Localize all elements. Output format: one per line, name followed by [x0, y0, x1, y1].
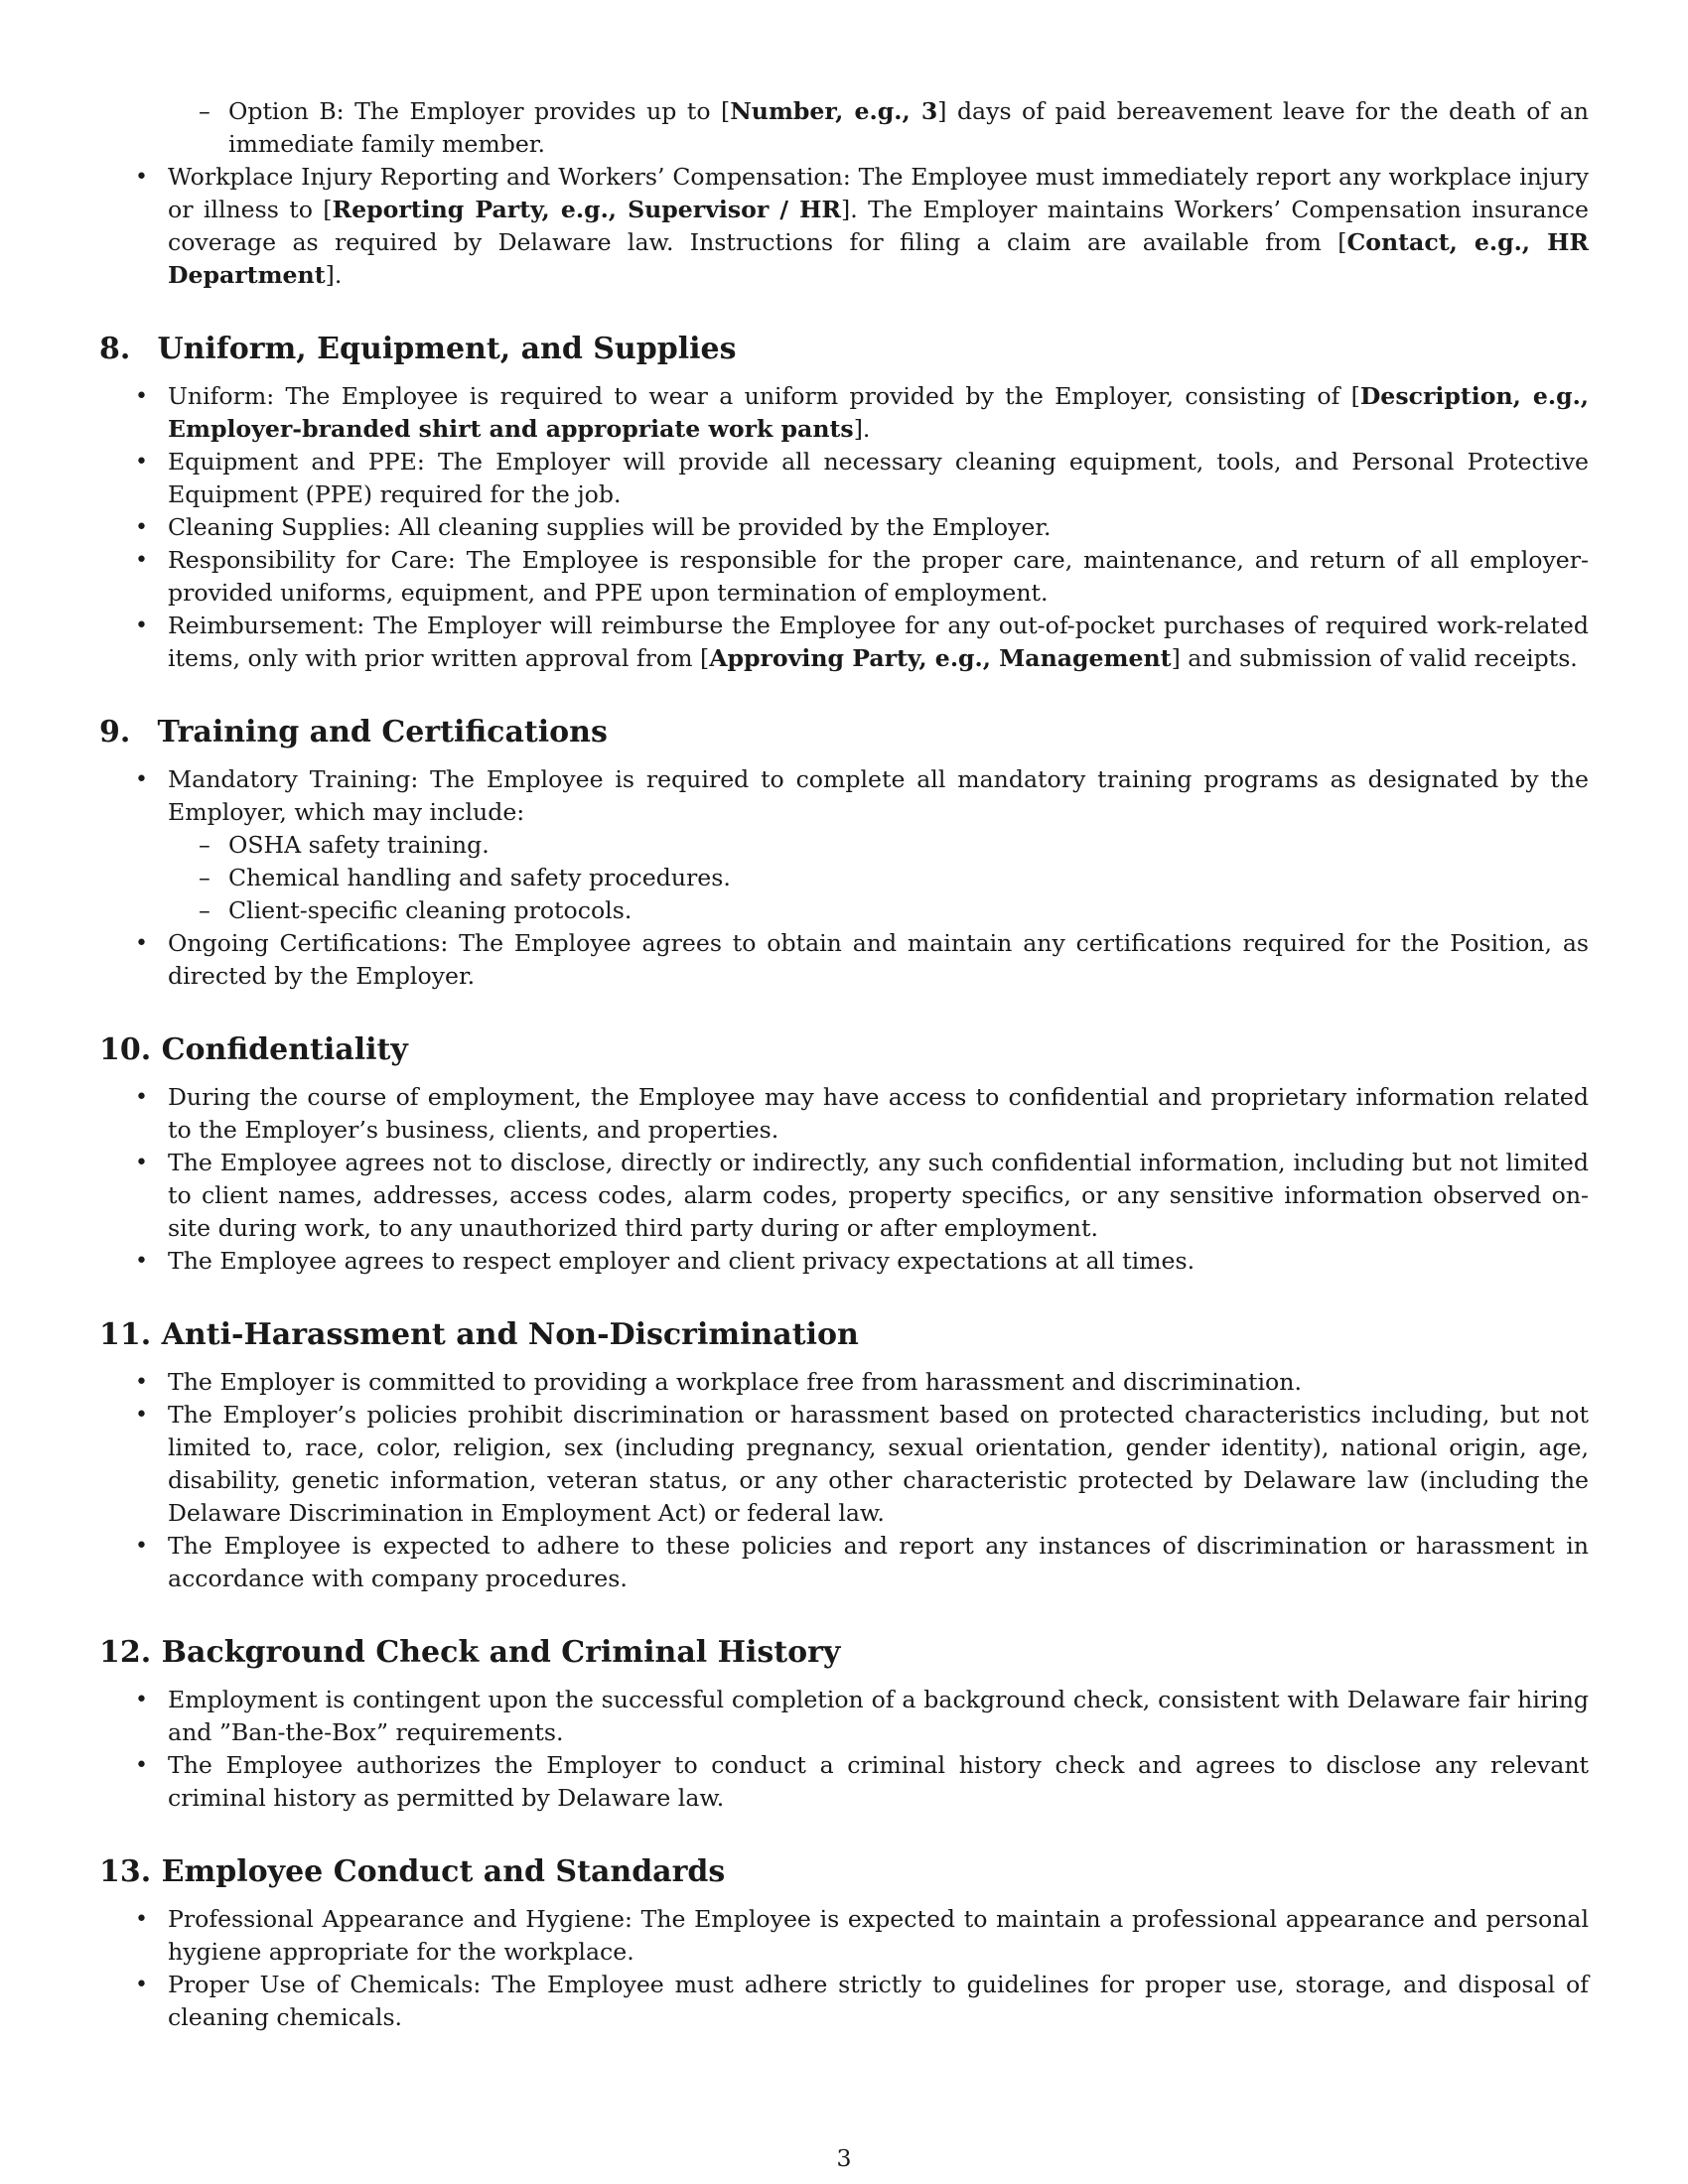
section-12-heading: 12. Background Check and Criminal History: [99, 1635, 841, 1670]
list-item: • Uniform: The Employee is required to wear a uniform provided by the Employer, consisting of [Description, e.g., Employer-branded shirt and appropriate work pants].: [99, 380, 1589, 446]
section-13-heading: 13. Employee Conduct and Standards: [99, 1854, 726, 1889]
page-number: 3: [836, 2144, 852, 2172]
section-13-list: [99, 1903, 1589, 2034]
sub-list-item: – OSHA safety training.: [99, 829, 1589, 862]
list-item: • Ongoing Certifications: The Employee agrees to obtain and maintain any certifications required for the Position, as directed by the Employer.: [99, 927, 1589, 993]
list-item: • Cleaning Supplies: All cleaning supplies will be provided by the Employer.: [99, 511, 1589, 544]
injury-item: • Workplace Injury Reporting and Workers’ Compensation: The Employee must immediately report any workplace injury or illness to [Reporting Party, e.g., Supervisor / HR]. The Employer maintains Workers’ Compensation insurance coverage as required by Delaware law. Instructions for filing a claim are available from [Contact, e.g., HR Department].: [99, 161, 1589, 292]
section-8-heading: 8. Uniform, Equipment, and Supplies: [99, 332, 737, 366]
section-10-list: [99, 1081, 1589, 1278]
section-11-heading: 11. Anti-Harassment and Non-Discrimination: [99, 1317, 859, 1352]
list-item: • The Employer is committed to providing a workplace free from harassment and discrimination.: [99, 1366, 1589, 1399]
list-item: • During the course of employment, the Employee may have access to confidential and proprietary information related to the Employer’s business, clients, and properties.: [99, 1081, 1589, 1147]
section-9-heading: 9. Training and Certifications: [99, 715, 608, 750]
list-item: • Professional Appearance and Hygiene: The Employee is expected to maintain a professional appearance and personal hygiene appropriate for the workplace.: [99, 1903, 1589, 1969]
list-item: • The Employee authorizes the Employer to conduct a criminal history check and agrees to disclose any relevant criminal history as permitted by Delaware law.: [99, 1749, 1589, 1815]
list-item: • Proper Use of Chemicals: The Employee must adhere strictly to guidelines for proper use, storage, and disposal of cleaning chemicals.: [99, 1969, 1589, 2034]
list-item: • Employment is contingent upon the successful completion of a background check, consistent with Delaware fair hiring and ”Ban-the-Box” requirements.: [99, 1684, 1589, 1749]
section-12-list: [99, 1684, 1589, 1815]
section-11-list: [99, 1366, 1589, 1595]
list-item: • Mandatory Training: The Employee is required to complete all mandatory training programs as designated by the Employer, which may include:: [99, 763, 1589, 829]
list-item: • The Employee is expected to adhere to these policies and report any instances of discrimination or harassment in accordance with company procedures.: [99, 1530, 1589, 1595]
list-item: • Responsibility for Care: The Employee is responsible for the proper care, maintenance, and return of all employer-provided uniforms, equipment, and PPE upon termination of employment.: [99, 544, 1589, 610]
section-8-list: [99, 380, 1589, 675]
list-item: • The Employer’s policies prohibit discrimination or harassment based on protected characteristics including, but not limited to, race, color, religion, sex (including pregnancy, sexual orientation, gender identity), national origin, age, disability, genetic information, veteran status, or any other characteristic protected by Delaware law (including the Delaware Discrimination in Employment Act) or federal law.: [99, 1399, 1589, 1530]
list-item: • The Employee agrees not to disclose, directly or indirectly, any such confidential information, including but not limited to client names, addresses, access codes, alarm codes, property specifics, or any sensitive information observed on-site during work, to any unauthorized third party during or after employment.: [99, 1147, 1589, 1245]
document-page: [99, 95, 1589, 2034]
section-9-list: [99, 763, 1589, 993]
sub-list-item: – Chemical handling and safety procedures.: [99, 862, 1589, 894]
section-10-heading: 10. Confidentiality: [99, 1032, 408, 1067]
list-item: • Equipment and PPE: The Employer will provide all necessary cleaning equipment, tools, and Personal Protective Equipment (PPE) required for the job.: [99, 446, 1589, 511]
sub-list-item: – Client-specific cleaning protocols.: [99, 894, 1589, 927]
list-item: • The Employee agrees to respect employer and client privacy expectations at all times.: [99, 1245, 1589, 1278]
list-item: • Reimbursement: The Employer will reimburse the Employee for any out-of-pocket purchases of required work-related items, only with prior written approval from [Approving Party, e.g., Management] and submission of valid receipts.: [99, 610, 1589, 675]
top-list: [99, 95, 1589, 292]
option-b-item: – Option B: The Employer provides up to [Number, e.g., 3] days of paid bereavement leave for the death of an immediate family member.: [99, 95, 1589, 161]
